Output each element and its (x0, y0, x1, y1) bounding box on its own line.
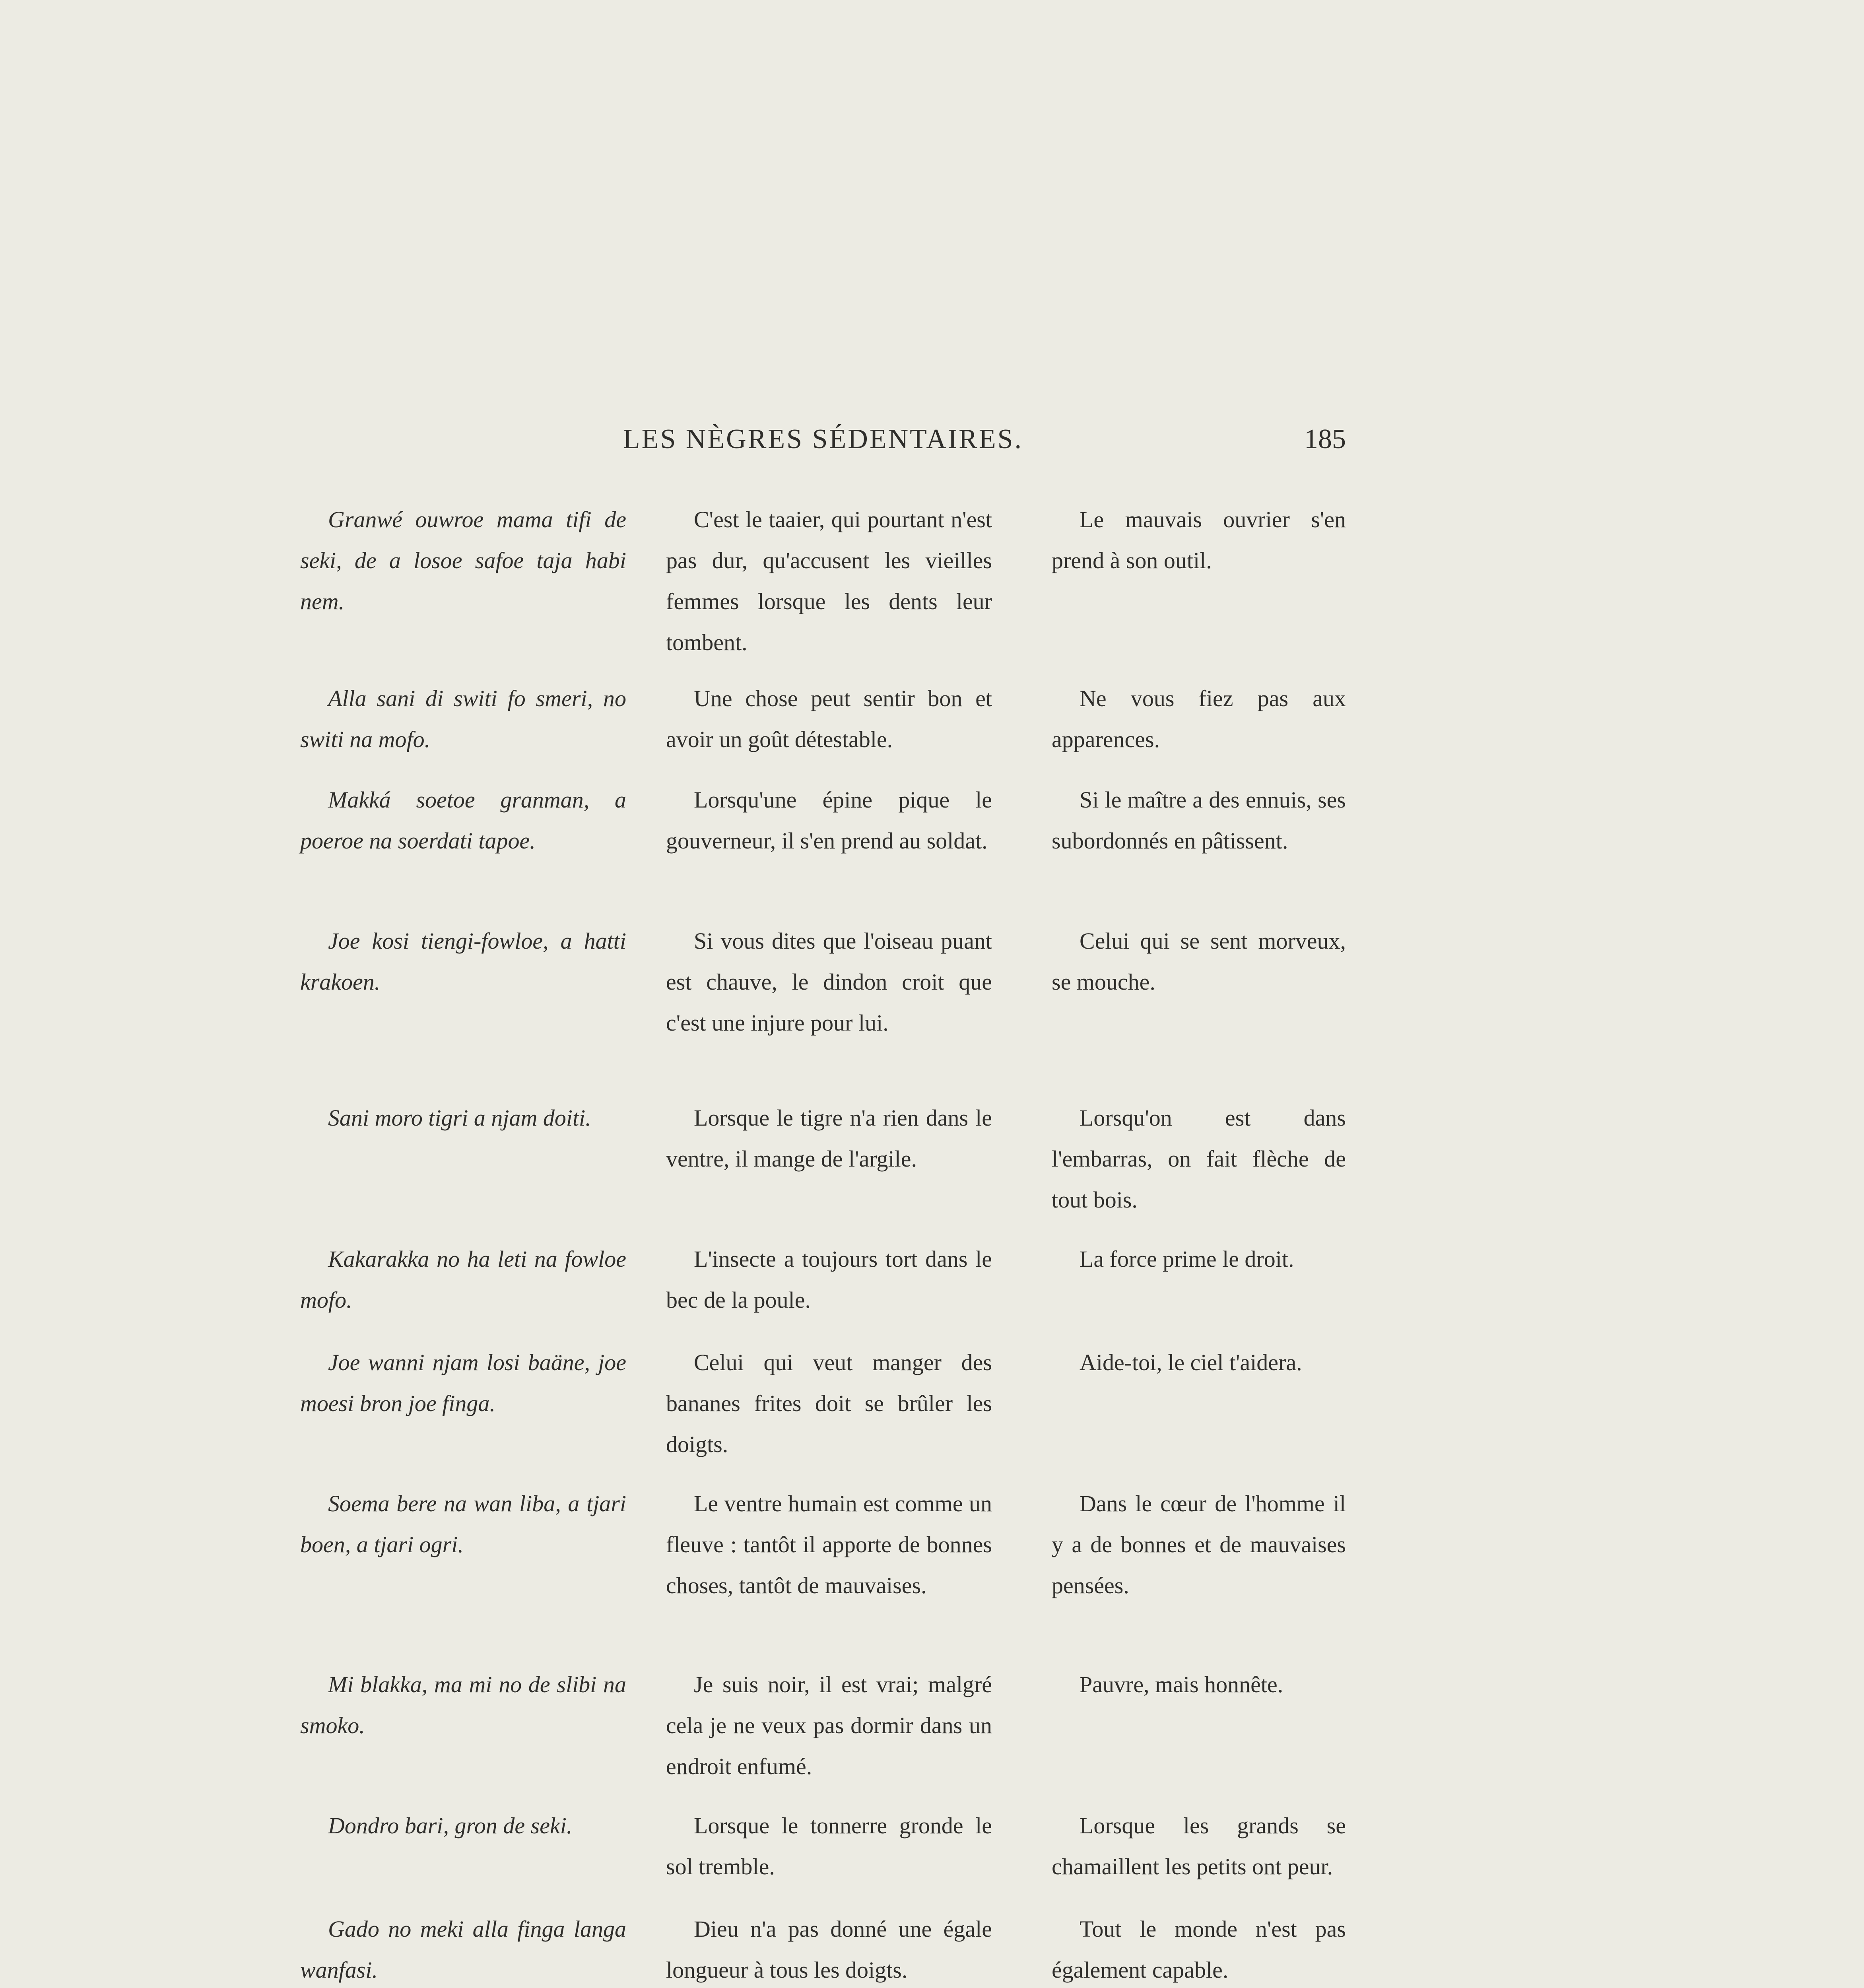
moral-equivalent: Aide-toi, le ciel t'aidera. (1080, 1349, 1302, 1375)
literal-translation: Une chose peut sentir bon et avoir un goût détestable. (666, 685, 992, 752)
literal-translation: Lorsque le tonnerre gronde le sol tremble. (666, 1813, 992, 1879)
sranan-proverb: Kakarakka no ha leti na fowloe mofo. (300, 1246, 626, 1313)
moral-equivalent: Ne vous fiez pas aux apparences. (1052, 685, 1346, 752)
sranan-proverb: Granwé ouwroe mama tifi de seki, de a losoe safoe taja habi nem. (300, 507, 626, 614)
page-header (300, 423, 1346, 467)
sranan-proverb: Sani moro tigri a njam doiti. (328, 1105, 591, 1131)
sranan-proverb: Gado no meki alla finga langa wanfasi. (300, 1916, 626, 1983)
literal-translation: Je suis noir, il est vrai; malgré cela je ne veux pas dormir dans un endroit enfumé. (666, 1672, 992, 1779)
sranan-proverb: Joe wanni njam losi baäne, joe moesi bron joe finga. (300, 1349, 626, 1416)
moral-equivalent: Pauvre, mais honnête. (1080, 1672, 1283, 1697)
literal-translation: Le ventre humain est comme un fleuve : tantôt il apporte de bonnes choses, tantôt de mauvaises. (666, 1491, 992, 1598)
sranan-proverb: Joe kosi tiengi-fowloe, a hatti krakoen. (300, 928, 626, 995)
moral-equivalent: Le mauvais ouvrier s'en prend à son outil. (1052, 507, 1346, 573)
sranan-proverb: Dondro bari, gron de seki. (328, 1813, 573, 1839)
literal-translation: Lorsque le tigre n'a rien dans le ventre, il mange de l'argile. (666, 1105, 992, 1172)
literal-translation: C'est le taaier, qui pourtant n'est pas dur, qu'accusent les vieilles femmes lorsque les dents leur tombent. (666, 507, 992, 655)
moral-equivalent: Dans le cœur de l'homme il y a de bonnes et de mauvaises pensées. (1052, 1491, 1346, 1598)
literal-translation: Dieu n'a pas donné une égale longueur à tous les doigts. (666, 1916, 992, 1983)
sranan-proverb: Makká soetoe granman, a poeroe na soerdati tapoe. (300, 787, 626, 854)
moral-equivalent: Tout le monde n'est pas également capable. (1052, 1916, 1346, 1983)
moral-equivalent: La force prime le droit. (1080, 1246, 1294, 1272)
moral-equivalent: Lorsque les grands se chamaillent les petits ont peur. (1052, 1813, 1346, 1879)
sranan-proverb: Soema bere na wan liba, a tjari boen, a tjari ogri. (300, 1491, 626, 1557)
moral-equivalent: Lorsqu'on est dans l'embarras, on fait flèche de tout bois. (1052, 1105, 1346, 1213)
sranan-proverb: Alla sani di switi fo smeri, no switi na mofo. (300, 685, 626, 752)
literal-translation: Celui qui veut manger des bananes frites doit se brûler les doigts. (666, 1349, 992, 1457)
page-number: 185 (1304, 424, 1346, 454)
moral-equivalent: Si le maître a des ennuis, ses subordonnés en pâtissent. (1052, 787, 1346, 854)
sranan-proverb: Mi blakka, ma mi no de slibi na smoko. (300, 1672, 626, 1738)
running-title: LES NÈGRES SÉDENTAIRES. (623, 424, 1023, 454)
moral-equivalent: Celui qui se sent morveux, se mouche. (1052, 928, 1346, 995)
literal-translation: Si vous dites que l'oiseau puant est chauve, le dindon croit que c'est une injure pour lui. (666, 928, 992, 1036)
literal-translation: Lorsqu'une épine pique le gouverneur, il s'en prend au soldat. (666, 787, 992, 854)
literal-translation: L'insecte a toujours tort dans le bec de la poule. (666, 1246, 992, 1313)
